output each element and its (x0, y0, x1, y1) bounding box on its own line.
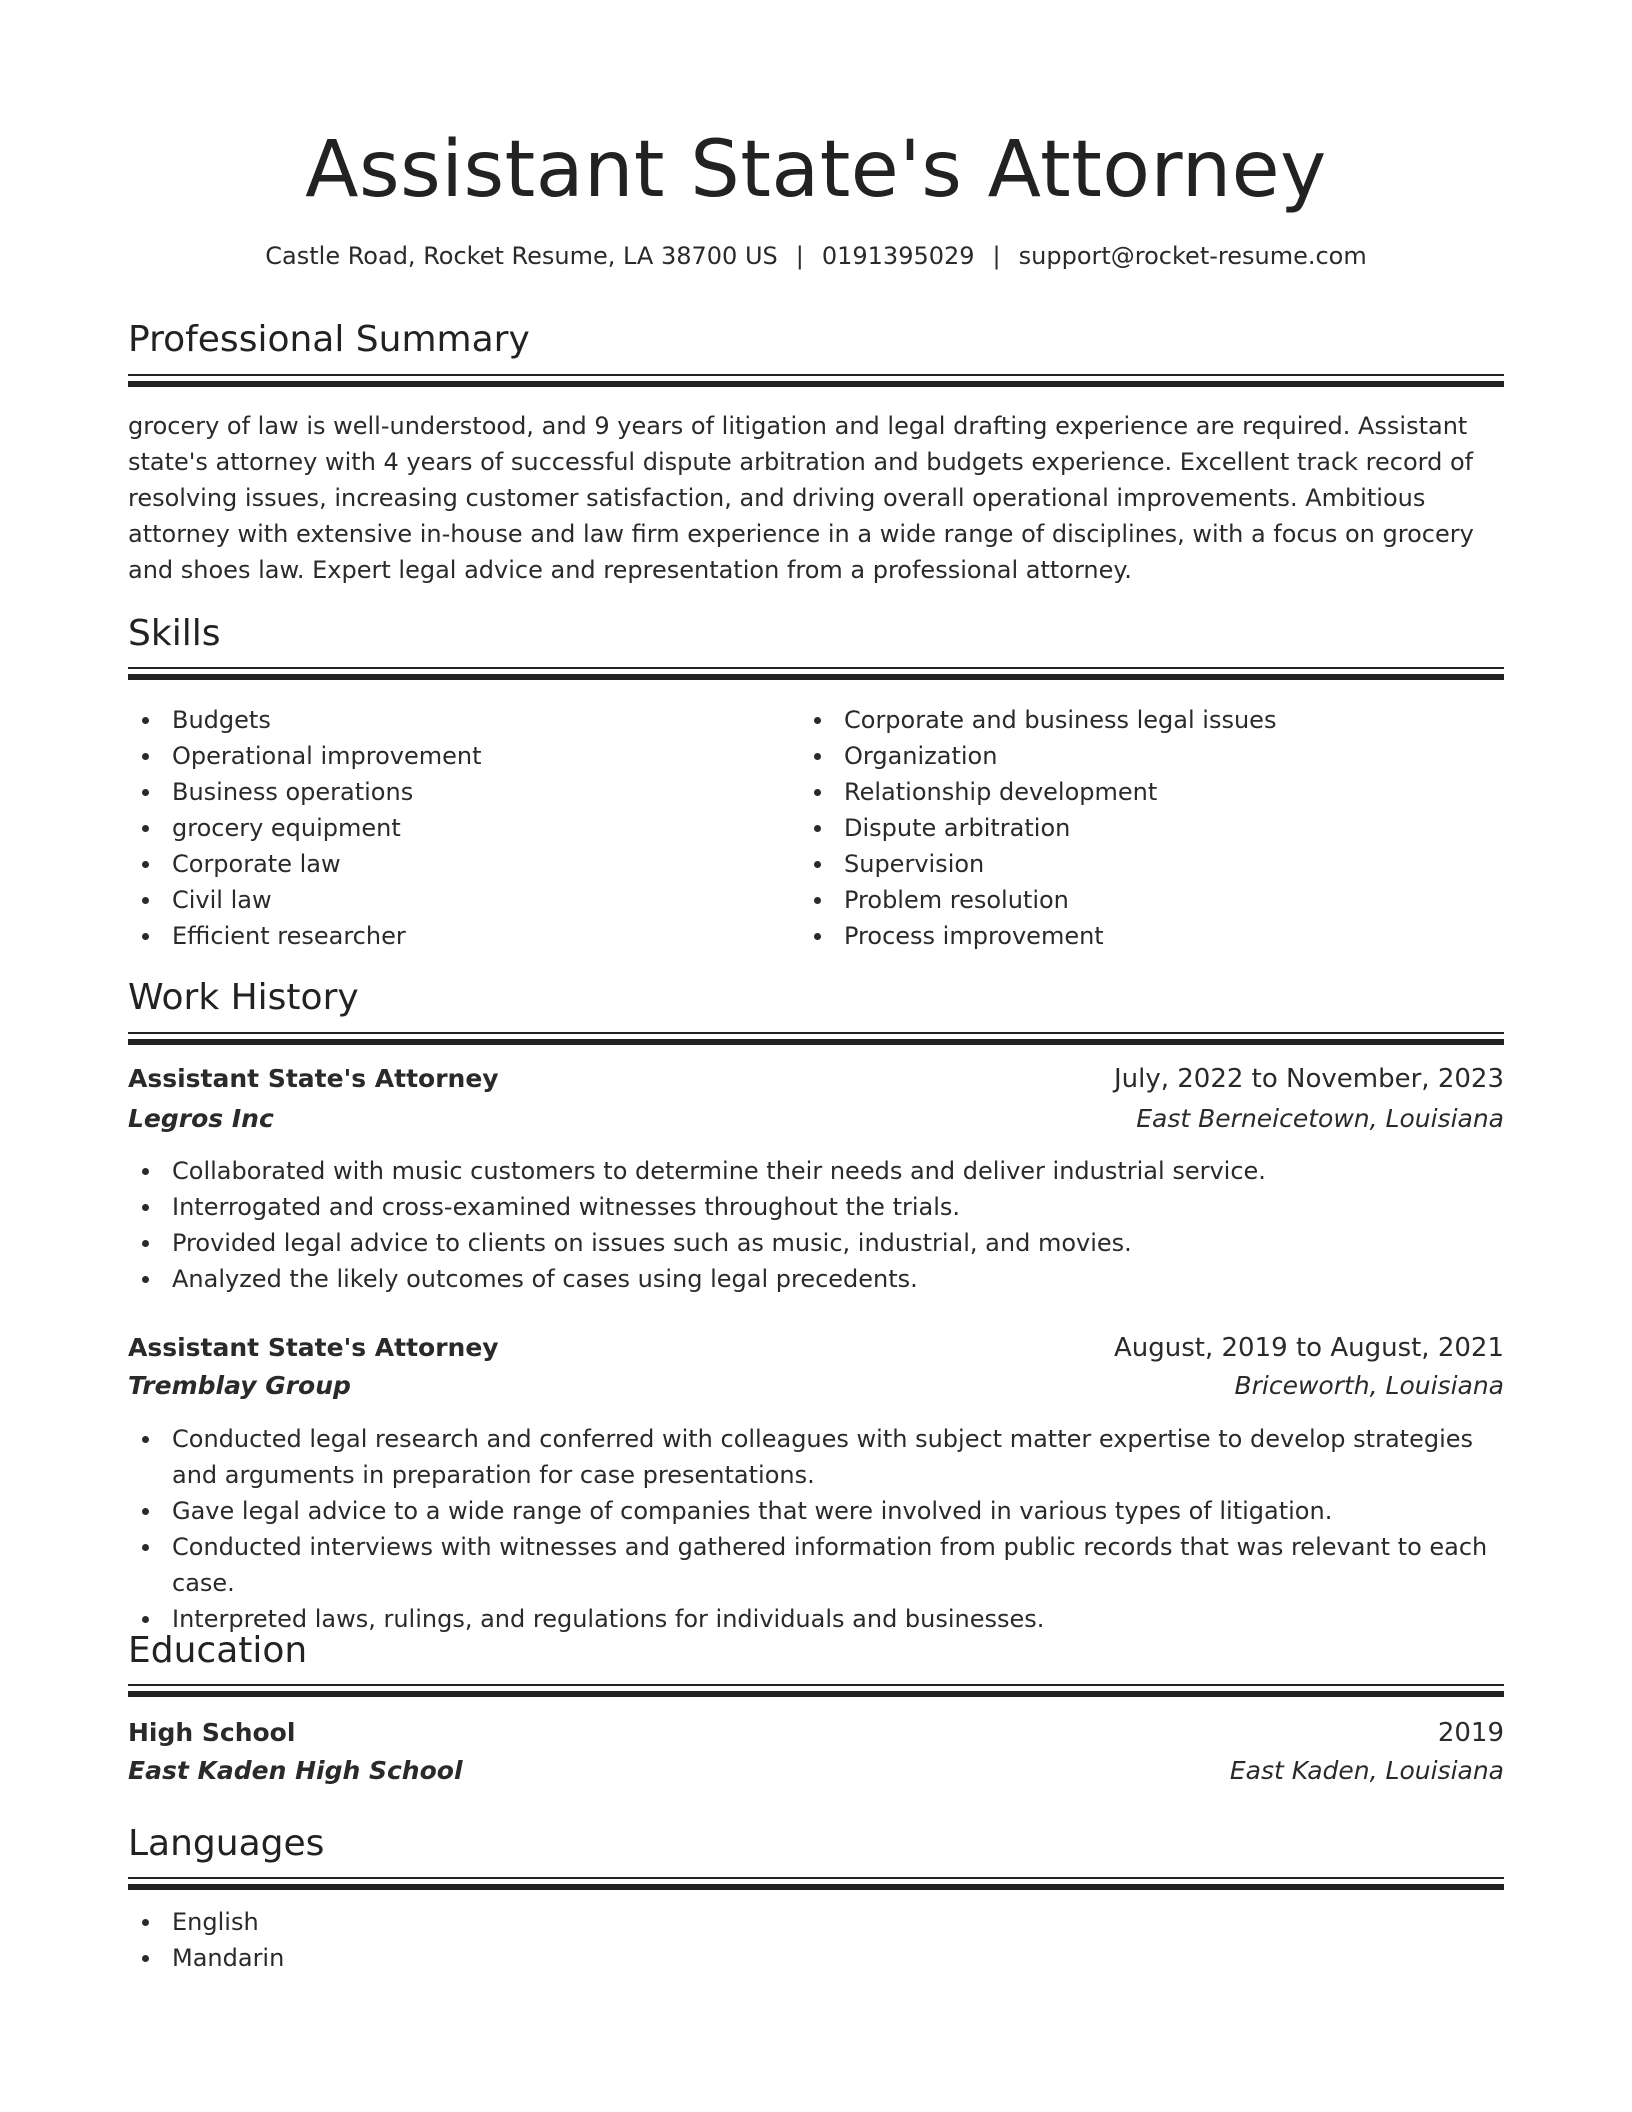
job-title: Assistant State's Attorney (128, 1333, 499, 1362)
section-rule-thick (128, 381, 1504, 387)
job-org-row (128, 1368, 1504, 1404)
summary-text: grocery of law is well-understood, and 9 years of litigation and legal drafting experience are required. Assistant state's attorney with 4 years of successful dispute arbitration and budgets experience. Excellent track record of resolving issues, increasing customer satisfaction, and driving overall operational improvements. Ambitious attorney with extensive in-house and law firm experience in a wide range of disciplines, with a focus on grocery and shoes law. Expert legal advice and representation from a professional attorney. (128, 412, 1474, 584)
skill-item: Budgets (128, 702, 808, 738)
section-rule-thin (128, 1684, 1504, 1686)
candidate-name: Assistant State's Attorney (305, 125, 1327, 215)
job-company: Tremblay Group (128, 1371, 351, 1400)
contact-separator: | (992, 242, 1001, 270)
skill-item: Supervision (800, 846, 1480, 882)
section-title-work: Work History (128, 977, 359, 1018)
skill-item: Efficient researcher (128, 918, 808, 954)
skill-item: Corporate law (128, 846, 808, 882)
contact-line (128, 238, 1504, 274)
contact-separator: | (795, 242, 804, 270)
skill-item: Civil law (128, 882, 808, 918)
education-school-row (128, 1753, 1504, 1789)
job-duty: Analyzed the likely outcomes of cases using legal precedents. (128, 1261, 1504, 1297)
skill-item: Business operations (128, 774, 808, 810)
skill-item: Problem resolution (800, 882, 1480, 918)
summary-section-header (128, 316, 1504, 364)
job-duty: Collaborated with music customers to determine their needs and deliver industrial service. (128, 1153, 1504, 1189)
job-duty: Interrogated and cross-examined witnesses throughout the trials. (128, 1189, 1504, 1225)
language-item: Mandarin (128, 1940, 1504, 1976)
address: Castle Road, Rocket Resume, LA 38700 US (265, 242, 778, 270)
skill-item: grocery equipment (128, 810, 808, 846)
job-duty: Provided legal advice to clients on issues such as music, industrial, and movies. (128, 1225, 1504, 1261)
job-duties-list (128, 1421, 1504, 1637)
job-location: East Berneicetown, Louisiana (1136, 1104, 1504, 1133)
job-location: Briceworth, Louisiana (1234, 1371, 1504, 1400)
education-degree: High School (128, 1718, 296, 1747)
section-rule-thick (128, 1691, 1504, 1697)
languages-list (128, 1904, 1504, 1976)
section-rule-thick (128, 674, 1504, 680)
section-title-languages: Languages (128, 1823, 325, 1864)
education-header-row (128, 1715, 1504, 1751)
skill-item: Dispute arbitration (800, 810, 1480, 846)
skill-item: Corporate and business legal issues (800, 702, 1480, 738)
section-rule-thin (128, 667, 1504, 669)
skills-list-left (128, 702, 808, 954)
skill-item: Operational improvement (128, 738, 808, 774)
job-org-row (128, 1101, 1504, 1137)
section-rule-thin (128, 374, 1504, 376)
job-dates: August, 2019 to August, 2021 (1114, 1333, 1504, 1363)
skill-item: Process improvement (800, 918, 1480, 954)
job-duty: Gave legal advice to a wide range of companies that were involved in various types of litigation. (128, 1493, 1504, 1529)
phone: 0191395029 (821, 242, 975, 270)
language-item: English (128, 1904, 1504, 1940)
job-duty: Conducted interviews with witnesses and gathered information from public records that was relevant to each case. (128, 1529, 1504, 1601)
section-title-summary: Professional Summary (128, 319, 530, 360)
section-rule-thin (128, 1877, 1504, 1879)
job-header-row (128, 1330, 1504, 1366)
job-duties-list (128, 1153, 1504, 1297)
education-section-header (128, 1627, 1504, 1675)
work-section-header (128, 974, 1504, 1022)
job-dates: July, 2022 to November, 2023 (1113, 1064, 1504, 1094)
job-title: Assistant State's Attorney (128, 1064, 499, 1093)
education-school: East Kaden High School (128, 1756, 463, 1785)
email: support@rocket-resume.com (1018, 242, 1367, 270)
job-header-row (128, 1061, 1504, 1097)
job-duty: Conducted legal research and conferred with colleagues with subject matter expertise to develop strategies and arguments in preparation for case presentations. (128, 1421, 1504, 1493)
section-title-skills: Skills (128, 613, 221, 654)
section-rule-thin (128, 1032, 1504, 1034)
section-rule-thick (128, 1884, 1504, 1890)
skill-item: Relationship development (800, 774, 1480, 810)
skills-section-header (128, 610, 1504, 658)
skills-list-right (800, 702, 1480, 954)
education-location: East Kaden, Louisiana (1229, 1756, 1504, 1785)
education-year: 2019 (1437, 1718, 1504, 1748)
section-title-education: Education (128, 1630, 308, 1671)
section-rule-thick (128, 1039, 1504, 1045)
languages-section-header (128, 1820, 1504, 1868)
skill-item: Organization (800, 738, 1480, 774)
job-company: Legros Inc (128, 1104, 274, 1133)
job-duty: Interpreted laws, rulings, and regulations for individuals and businesses. (128, 1601, 1504, 1637)
